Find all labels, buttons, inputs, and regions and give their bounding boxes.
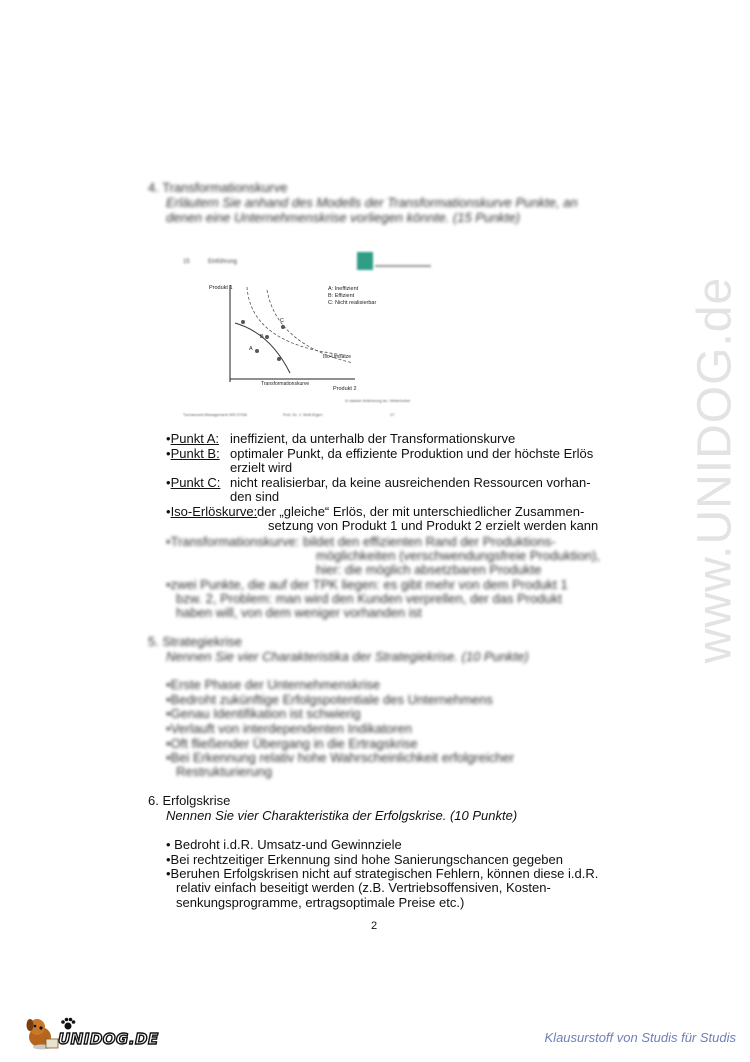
logo-text: UNIDOG.DE [58, 1030, 159, 1048]
q5-bullet-1: •Erste Phase der Unternehmenskrise [166, 677, 381, 692]
iso-curve-label: Iso-Umsätze [323, 354, 352, 360]
x-axis-label: Produkt 2 [333, 386, 357, 392]
q4-task-line2: denen eine Unternehmenskrise vorliegen könnte. (15 Punkte) [166, 210, 521, 225]
slide-number: 15 [183, 259, 190, 265]
q5-bullet-6: •Bei Erkennung relativ hohe Wahrscheinlichkeit erfolgreicher [166, 750, 515, 765]
slide-footer-left: Turnaround Management WS 07/08 [183, 412, 247, 417]
q6-bullet-3: •Beruhen Erfolgskrisen nicht auf strategischen Fehlern, können diese i.d.R. [166, 866, 599, 881]
point-b [265, 335, 269, 339]
blurred-bullet-2c: haben will, von dem weniger vorhanden ist [176, 605, 422, 620]
footer-slogan: Klausurstoff von Studis für Studis [544, 1030, 736, 1045]
point-b-text-cont: erzielt wird [230, 460, 293, 475]
point-c-text-cont: den sind [230, 489, 280, 504]
q6-bullet-1: • Bedroht i.d.R. Umsatz-und Gewinnziele [166, 837, 402, 852]
iso-text-cont: setzung von Produkt 1 und Produkt 2 erzielt werden kann [268, 518, 599, 533]
paw-icon [60, 1017, 76, 1031]
q5-heading: 5. Strategiekrise [148, 634, 242, 649]
point-b-label: B [260, 334, 264, 340]
y-axis-label: Produkt 1 [209, 285, 233, 291]
transformation-curve-label: Transformationskurve [261, 381, 310, 387]
point-c-row: •Punkt C: nicht realisierbar, da keine ausreichenden Ressourcen vorhan- [166, 475, 591, 490]
transformation-curve [235, 323, 290, 373]
q4-heading: 4. Transformationskurve [148, 180, 288, 195]
blurred-bullet-1b: möglichkeiten (verschwendungsfreie Produktion), [316, 548, 600, 563]
q5-task: Nennen Sie vier Charakteristika der Strategiekrise. (10 Punkte) [166, 649, 529, 664]
dog-mascot-icon [22, 1015, 62, 1051]
slide-footer-mid: Prof. Dr. J. Wolf-Eigen [283, 412, 323, 417]
slide-footer-page: 27 [390, 412, 395, 417]
point-a-row: •Punkt A: ineffizient, da unterhalb der Transformationskurve [166, 431, 516, 446]
unidog-logo [22, 1015, 159, 1051]
iso-term: Iso-Erlöskurve: [170, 504, 258, 519]
legend-c: C: Nicht realisierbar [328, 300, 377, 306]
point-a-text: ineffizient, da unterhalb der Transformationskurve [230, 431, 516, 446]
q5-bullet-2: •Bedroht zukünftige Erfolgspotentiale des Unternehmens [166, 692, 493, 707]
point-c-term: Punkt C: [170, 475, 221, 490]
point-b-term: Punkt B: [170, 446, 220, 461]
institution-logo-icon [357, 252, 373, 270]
point-c [281, 325, 285, 329]
point-a-term: Punkt A: [170, 431, 219, 446]
q6-bullet-3c: senkungsprogramme, ertragsoptimale Preise etc.) [176, 895, 465, 910]
legend-a: A: Ineffizient [328, 286, 359, 292]
iso-text: der „gleiche“ Erlös, der mit unterschiedlicher Zusammen- [257, 504, 585, 519]
point-c-text: nicht realisierbar, da keine ausreichenden Ressourcen vorhan- [230, 475, 591, 490]
q5-bullet-3: •Genau Identifikation ist schwierig [166, 706, 361, 721]
q6-heading: 6. Erfolgskrise [148, 793, 231, 808]
q4-task-line1: Erläutern Sie anhand des Modells der Transformationskurve Punkte, an [166, 195, 578, 210]
blurred-bullet-2b: bzw. 2, Problem: man wird den Kunden verprellen, der das Produkt [176, 591, 562, 606]
point-a-label: A [249, 346, 253, 352]
source-note: In starker Anlehnung an: Hinterhuber [345, 398, 411, 403]
q6-bullet-2: •Bei rechtzeitiger Erkennung sind hohe Sanierungschancen gegeben [166, 852, 563, 867]
slide-title: Einführung [208, 259, 238, 265]
q5-bullet-5: •Oft fließender Übergang in die Ertragskrise [166, 736, 418, 751]
iso-row: •Iso-Erlöskurve: der „gleiche“ Erlös, der mit unterschiedlicher Zusammen- [166, 504, 585, 519]
blurred-bullet-1: •Transformationskurve: bildet den effizienten Rand der Produktions- [166, 534, 556, 549]
page-number: 2 [371, 920, 378, 932]
legend-b: B: Effizient [328, 293, 355, 299]
transformation-figure [175, 245, 425, 425]
point-c-label: C [280, 318, 284, 324]
point-b-text: optimaler Punkt, da effiziente Produktion und der höchste Erlös [230, 446, 594, 461]
point-a [255, 349, 259, 353]
blurred-bullet-1c: hier: die möglich absetzbaren Produkte [316, 562, 542, 577]
q5-bullet-4: •Verlauft von interdependenten Indikatoren [166, 721, 412, 736]
q6-bullet-3b: relativ einfach beseitigt werden (z.B. Vertriebsoffensiven, Kosten- [176, 880, 551, 895]
q6-task: Nennen Sie vier Charakteristika der Erfolgskrise. (10 Punkte) [166, 808, 518, 823]
watermark: www.UNIDOG.de [688, 276, 742, 664]
q5-bullet-6b: Restrukturierung [176, 764, 273, 779]
point-b-row: •Punkt B: optimaler Punkt, da effiziente Produktion und der höchste Erlös [166, 446, 594, 461]
blurred-bullet-2: •zwei Punkte, die auf der TPK liegen: es gibt mehr von dem Produkt 1 [166, 577, 568, 592]
